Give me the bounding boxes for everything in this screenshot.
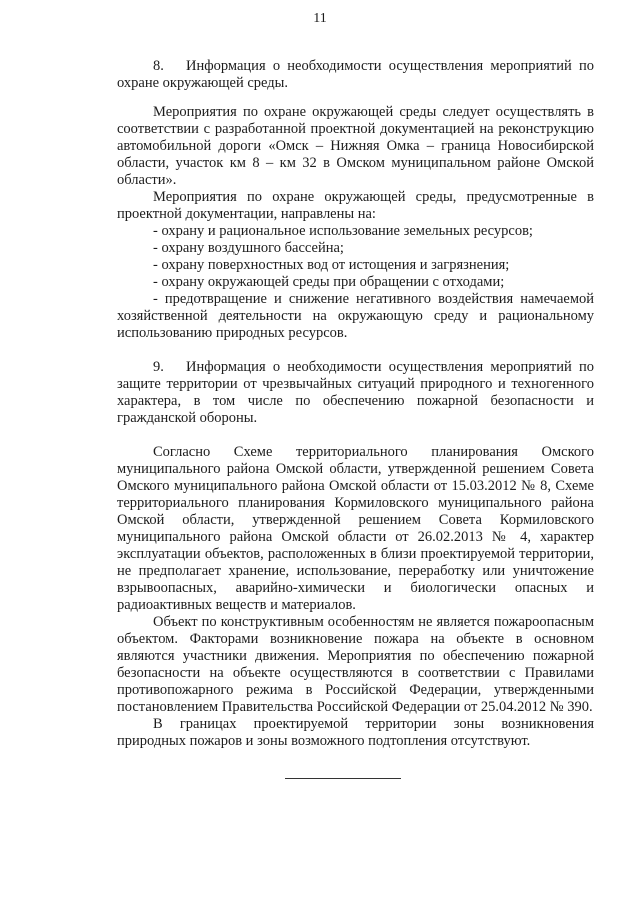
section-9-paragraph-1: Согласно Схеме территориального планирования Омского муниципального района Омской области, утвержденной решением Совета Омского муниципального района Омской области от 15.03.2012 № 8, Схеме территориального планирования Кормиловского муниципального района Омской области, утвержденной решением Совета Кормиловского муниципального района Омской области от 26.02.2013 № 4, характер эксплуатации объектов, расположенных в близи проектируемой территории, не предполагает хранение, использование, переработку или уничтожение взрывоопасных, аварийно-химически и биологически опасных и радиоактивных веществ и материалов. xyxy=(117,444,594,613)
section-9-title: Информация о необходимости осуществления мероприятий по защите территории от чрезвычайных ситуаций природного и техногенного характера, в том числе по обеспечению пожарной безопасности и гражданской обороны. xyxy=(117,359,594,426)
section-8-paragraph-2: Мероприятия по охране окружающей среды, предусмотренные в проектной документации, направлены на: xyxy=(117,189,594,222)
section-8-number: 8. xyxy=(153,58,164,74)
section-9-heading xyxy=(117,359,594,427)
section-9-paragraph-2: Объект по конструктивным особенностям не является пожароопасным объектом. Факторами возникновение пожара на объекте в основном являются участники движения. Мероприятия по обеспечению пожарной безопасности на объекте осуществляются в соответствии с Правилами противопожарного режима в Российской Федерации, утвержденными постановлением Правительства Российской Федерации от 25.04.2012 № 390. xyxy=(117,614,594,715)
section-8-paragraph-1: Мероприятия по охране окружающей среды следует осуществлять в соответствии с разработанной проектной документацией на реконструкцию автомобильной дороги «Омск – Нижняя Омка – граница Новосибирской области, участок км 8 – км 32 в Омском муниципальном районе Омской области». xyxy=(117,104,594,188)
page-number: 11 xyxy=(313,11,327,26)
list-item: - охрану воздушного бассейна; xyxy=(153,240,344,256)
end-divider xyxy=(285,778,401,779)
section-9-number: 9. xyxy=(153,359,164,375)
document-body xyxy=(117,58,594,750)
section-9-paragraph-3: В границах проектируемой территории зоны возникновения природных пожаров и зоны возможного подтопления отсутствуют. xyxy=(117,716,594,749)
section-8-title: Информация о необходимости осуществления мероприятий по охране окружающей среды. xyxy=(117,58,594,91)
list-item: - охрану и рациональное использование земельных ресурсов; xyxy=(153,223,533,239)
list-item: - охрану окружающей среды при обращении с отходами; xyxy=(153,274,505,290)
list-item: - предотвращение и снижение негативного воздействия намечаемой хозяйственной деятельности на окружающую среду и рациональному использованию природных ресурсов. xyxy=(117,291,594,341)
list-item: - охрану поверхностных вод от истощения и загрязнения; xyxy=(153,257,510,273)
section-8-heading xyxy=(117,58,594,92)
